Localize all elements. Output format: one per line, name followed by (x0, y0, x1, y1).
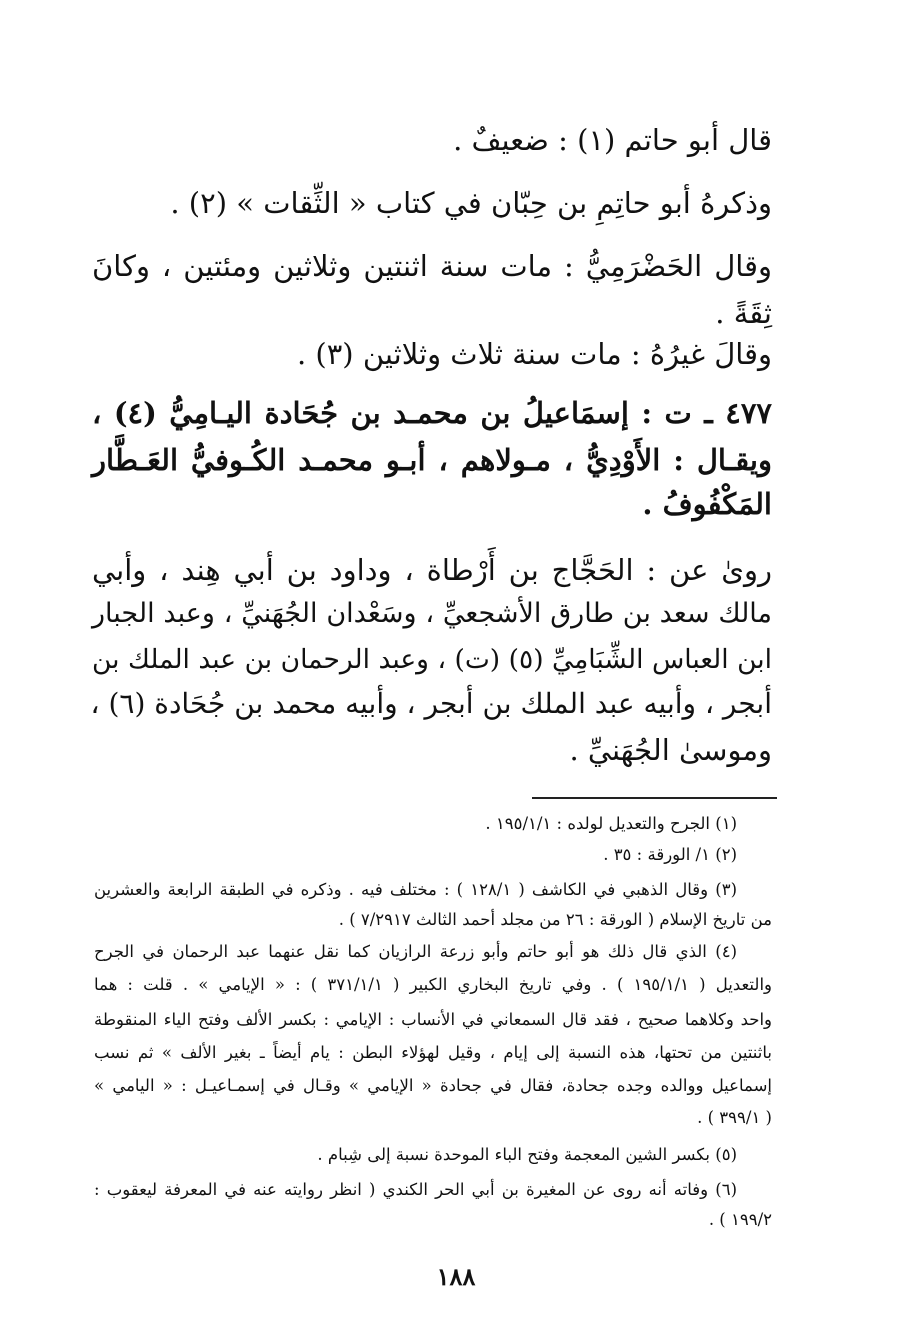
footnote-6-cont: ١٩٩/٢ ) . (708, 1210, 772, 1229)
page-number: ١٨٨ (436, 1262, 476, 1291)
body-line: ثِقَةً . (715, 296, 772, 330)
body-line: مالك سعد بن طارق الأشجعيِّ ، وسَعْدان الجُهَنيِّ ، وعبد الجبار (92, 598, 772, 629)
body-line: ويقـال : الأَوْدِيُّ ، مـولاهم ، أبـو محمـد الكُـوفيُّ العَـطَّار (92, 443, 772, 477)
body-line: روىٰ عن : الحَجَّاج بن أَرْطاة ، وداود بن أبي هِند ، وأبي (92, 553, 772, 587)
footnote-4-cont: ( ٣٩٩/١ ) . (697, 1108, 772, 1127)
body-line: وقال الحَضْرَمِيُّ : مات سنة اثنتين وثلاثين ومئتين ، وكانَ (92, 249, 772, 283)
footnote-4-cont: باثنتين من تحتها، هذه النسبة إلى إيام ، وقيل لهؤلاء البطن : يام أيضاً ـ بغير الألف » ثم نسب (94, 1043, 772, 1062)
footnote-4: (٤) الذي قال ذلك هو أبو حاتم وأبو زرعة الرازيان كما نقل عنهما عبد الرحمان في الجرح (94, 942, 737, 961)
body-line: ابن العباس الشِّبَامِيِّ (٥) (ت) ، وعبد الرحمان بن عبد الملك بن (92, 644, 772, 675)
footnote-1: (١) الجرح والتعديل لولده : ١٩٥/١/١ . (485, 814, 737, 833)
footnote-2: (٢) ١/ الورقة : ٣٥ . (603, 845, 737, 864)
body-line: المَكْفُوفُ . (642, 487, 772, 521)
footnote-4-cont: والتعديل ( ١٩٥/١/١ ) . وفي تاريخ البخاري الكبير ( ٣٧١/١/١ ) : « الإيامي » . قلت : هما (94, 975, 772, 994)
footnote-4-cont: واحد وكلاهما صحيح ، فقد قال السمعاني في الأنساب : الإيامي : بكسر الألف وفتح الياء المنقوطة (94, 1010, 772, 1029)
body-line: وذكرهُ أبو حاتِمِ بن حِبّان في كتاب « الثِّقات » (٢) . (170, 186, 772, 220)
body-line: قال أبو حاتم (١) : ضعيفٌ . (453, 123, 772, 157)
body-line: أبجر ، وأبيه عبد الملك بن أبجر ، وأبيه محمد بن جُحَادة (٦) ، (90, 687, 772, 720)
footnote-3: (٣) وقال الذهبي في الكاشف ( ١٢٨/١ ) : مختلف فيه . وذكره في الطبقة الرابعة والعشرين (94, 880, 737, 899)
footnote-separator (532, 797, 777, 799)
entry-heading: ٤٧٧ ـ ت : إسمَاعيلُ بن محمـد بن جُحَادة اليـامِيُّ (٤) ، (92, 396, 772, 430)
footnote-4-cont: إسماعيل ووالده وجده جحادة، فقال في جحادة « الإيامي » وقـال في إسمـاعيـل : « اليامي » (94, 1076, 772, 1095)
footnote-3-cont: من تاريخ الإسلام ( الورقة : ٢٦ من مجلد أحمد الثالث ٧/٢٩١٧ ) . (338, 910, 772, 929)
footnote-5: (٥) بكسر الشين المعجمة وفتح الباء الموحدة نسبة إلى شِبام . (317, 1145, 737, 1164)
body-line: وموسىٰ الجُهَنيِّ . (569, 733, 772, 767)
footnote-6: (٦) وفاته أنه روى عن المغيرة بن أبي الحر الكندي ( انظر روايته عنه في المعرفة ليعقوب : (94, 1180, 737, 1199)
body-line: وقالَ غيرُهُ : مات سنة ثلاث وثلاثين (٣) . (296, 337, 772, 371)
